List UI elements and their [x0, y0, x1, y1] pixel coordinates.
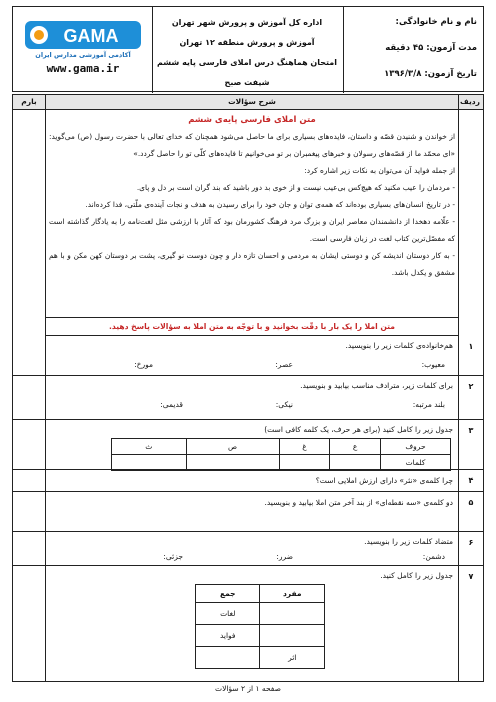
answer-blank[interactable]: مورخ: [134, 360, 153, 369]
question-5 [13, 492, 483, 532]
table-cell: اثر [260, 647, 325, 669]
question-text: برای کلمات زیر، مترادف مناسب بیابید و بنویسید. [300, 381, 453, 390]
question-6 [13, 532, 483, 566]
answer-cell[interactable] [196, 647, 260, 669]
table-cell: ص [186, 439, 279, 455]
question-number: ۵ [468, 498, 474, 507]
shift-label: شیفت صبح [224, 78, 270, 87]
questions-body [12, 110, 484, 682]
question-number: ۳ [468, 426, 474, 435]
answer-blank[interactable]: جزئی: [163, 552, 183, 561]
question-text: جدول زیر را کامل کنید (برای هر حرف، یک کلمه کافی است) [264, 425, 453, 434]
singular-plural-table [195, 584, 325, 669]
answer-cell[interactable] [260, 603, 325, 625]
col-score-header: بارم [21, 97, 37, 106]
question-text: متضاد کلمات زیر را بنویسید. [364, 537, 453, 546]
date-label: تاریخ آزمون: [424, 69, 477, 79]
answer-blank[interactable]: بلند مرتبه: [412, 400, 445, 409]
answer-blank[interactable]: نیکی: [275, 400, 293, 409]
table-cell: غ [279, 439, 330, 455]
dictation-paragraph: از جمله فواید آن می‌توان به نکات زیر اشاره کرد: [304, 166, 455, 175]
table-header-cell: جمع [196, 585, 260, 603]
answer-blank[interactable]: ضرر: [276, 552, 293, 561]
site-url[interactable]: www.gama.ir [46, 62, 120, 75]
table-header-cell: مفرد [260, 585, 325, 603]
letters-table [111, 438, 451, 471]
date-value: ۱۳۹۶/۳/۸ [384, 69, 422, 79]
logo-tagline: آکادمی آموزشی مدارس ایران [35, 51, 131, 59]
col-row-header: ردیف [460, 97, 480, 106]
duration-row [344, 41, 477, 67]
duration-label: مدت آزمون: [426, 43, 477, 53]
question-text: دو کلمه‌ی «سه نقطه‌ای» از بند آخر متن املا بیابید و بنویسید. [264, 498, 453, 507]
logo-text: GAMA [63, 26, 119, 46]
table-cell: ع [330, 439, 381, 455]
student-info [343, 7, 483, 93]
question-text: هم‌خانواده‌ی کلمات زیر را بنویسید. [345, 341, 453, 350]
table-header-row [12, 94, 484, 110]
question-7 [13, 566, 483, 682]
dictation-text [45, 110, 459, 318]
table-cell: کلمات [381, 455, 451, 471]
dictation-paragraph: از خواندن و شنیدن قصّه و داستان، فایده‌های بسیاری برای ما حاصل می‌شود همچنان که خدای تعالی با حضرت رسول (ص) می‌گوید: «ای محمّد ما از قصّه‌های رسولان و خبرهای پیغمبران بر تو می‌خوانیم تا فایده‌های کلّی تو را حاصل گردد.» [49, 132, 455, 158]
table-cell: ث [112, 439, 187, 455]
dictation-paragraph: - علّامه دهخدا از دانشمندان معاصر ایران و بزرگ مرد فرهنگ کشورمان بود که آثار با ارزشی مثل لغت‌نامه را به یادگار گذاشته است که مفصّل‌ترین کتاب لغت در زبان فارسی است. [49, 217, 455, 243]
dictation-paragraph: - در تاریخ انسان‌های بسیاری بوده‌اند که همه‌ی توان و جان خود را برای رسیدن به هدف و نجات آینده‌ی ملّتی، فدا کرده‌اند. [85, 200, 455, 209]
question-text: جدول زیر را کامل کنید. [380, 571, 453, 580]
question-3 [13, 420, 483, 470]
instruction-line: متن املا را یک بار با دقّت بخوانید و با توجّه به متن املا به سؤالات پاسخ دهید. [45, 318, 459, 336]
logo-block [13, 7, 153, 93]
question-number: ۴ [468, 476, 474, 485]
exam-header [12, 6, 484, 92]
date-row [344, 67, 477, 93]
question-1 [13, 336, 483, 376]
dictation-title: متن املای فارسی پایه‌ی ششم [188, 115, 316, 125]
name-label: نام و نام خانوادگی: [395, 17, 477, 27]
table-cell: حروف [381, 439, 451, 455]
answer-cell[interactable] [330, 455, 381, 471]
dictation-paragraph: - مردمان را عیب مکنید که هیچ‌کس بی‌عیب نیست و از خوی بد دور باشید که بند گران است بر دل و پای. [136, 183, 455, 192]
col-questions-header: شرح سؤالات [228, 97, 276, 106]
question-number: ۱ [468, 342, 474, 351]
dictation-paragraph: - به کار دوستان اندیشه کن و دوستی ایشان به مردمی و احسان تازه دار و چون دوست نو گیری، پشت بر دوستان کهن مکن و با هم مشفق و یکدل باشد. [49, 251, 455, 277]
gama-logo-icon [21, 15, 145, 55]
table-cell: فواید [196, 625, 260, 647]
table-cell: لغات [196, 603, 260, 625]
answer-blank[interactable]: معیوب: [421, 360, 445, 369]
exam-title: امتحان هماهنگ درس املای فارسی پایه ششم [157, 58, 337, 67]
answer-cell[interactable] [279, 455, 330, 471]
answer-cell[interactable] [260, 625, 325, 647]
exam-page [12, 6, 484, 696]
question-number: ۷ [468, 572, 474, 581]
org-line-1: اداره کل آموزش و پرورش شهر تهران [171, 18, 323, 27]
answer-cell[interactable] [112, 455, 187, 471]
question-2 [13, 376, 483, 420]
org-line-2: آموزش و پرورش منطقه ۱۲ تهران [179, 38, 315, 47]
question-4 [13, 470, 483, 492]
answer-cell[interactable] [186, 455, 279, 471]
duration-value: ۴۵ دقیقه [385, 43, 424, 53]
question-number: ۶ [468, 538, 474, 547]
answer-blank[interactable]: عصر: [275, 360, 293, 369]
question-number: ۲ [468, 382, 474, 391]
question-text: چرا کلمه‌ی «نثر» دارای ارزش املایی است؟ [315, 476, 453, 485]
answer-blank[interactable]: قدیمی: [160, 400, 183, 409]
answer-blank[interactable]: دشمن: [422, 552, 445, 561]
page-footer: صفحه ۱ از ۲ سؤالات [215, 684, 281, 693]
exam-title-block [151, 7, 343, 93]
